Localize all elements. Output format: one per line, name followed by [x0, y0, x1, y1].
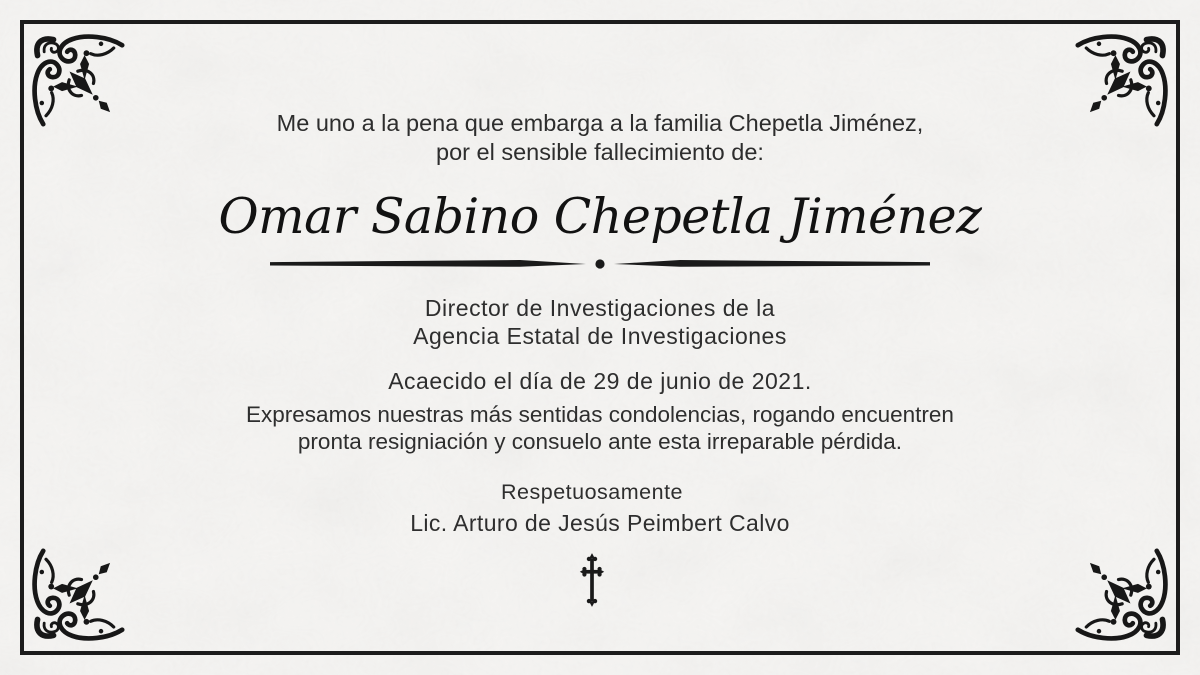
corner-ornament-bottom-right: [1075, 548, 1169, 642]
deceased-title: [0, 294, 1200, 350]
title-line-1: Director de Investigaciones de la: [424, 295, 776, 321]
condolence-text: [0, 402, 1200, 455]
deceased-name: Omar Sabino Chepetla Jiménez: [218, 188, 982, 245]
signatory-name: Lic. Arturo de Jesús Peimbert Calvo: [410, 510, 790, 536]
condolence-line-2: pronta resigniación y consuelo ante esta irreparable pérdida.: [297, 428, 903, 454]
budded-cross-icon: [574, 552, 611, 608]
intro-line-1: Me uno a la pena que embarga a la familia Chepetla Jiménez,: [276, 110, 924, 136]
divider-icon: [270, 256, 930, 272]
condolence-line-1: Expresamos nuestras más sentidas condolencias, rogando encuentren: [246, 402, 954, 427]
title-line-2: Agencia Estatal de Investigaciones: [413, 323, 787, 349]
corner-ornament-bottom-left: [31, 548, 125, 642]
closing-text: Respetuosamente: [501, 480, 683, 504]
ornamental-divider: [270, 256, 930, 272]
intro-line-2: por el sensible fallecimiento de:: [436, 139, 764, 165]
memorial-cross-icon: [574, 552, 611, 608]
death-date: Acaecido el día de 29 de junio de 2021.: [388, 368, 812, 394]
intro-text: [0, 109, 1200, 167]
corner-flourish-icon: [31, 548, 125, 642]
corner-flourish-icon: [1075, 548, 1169, 642]
